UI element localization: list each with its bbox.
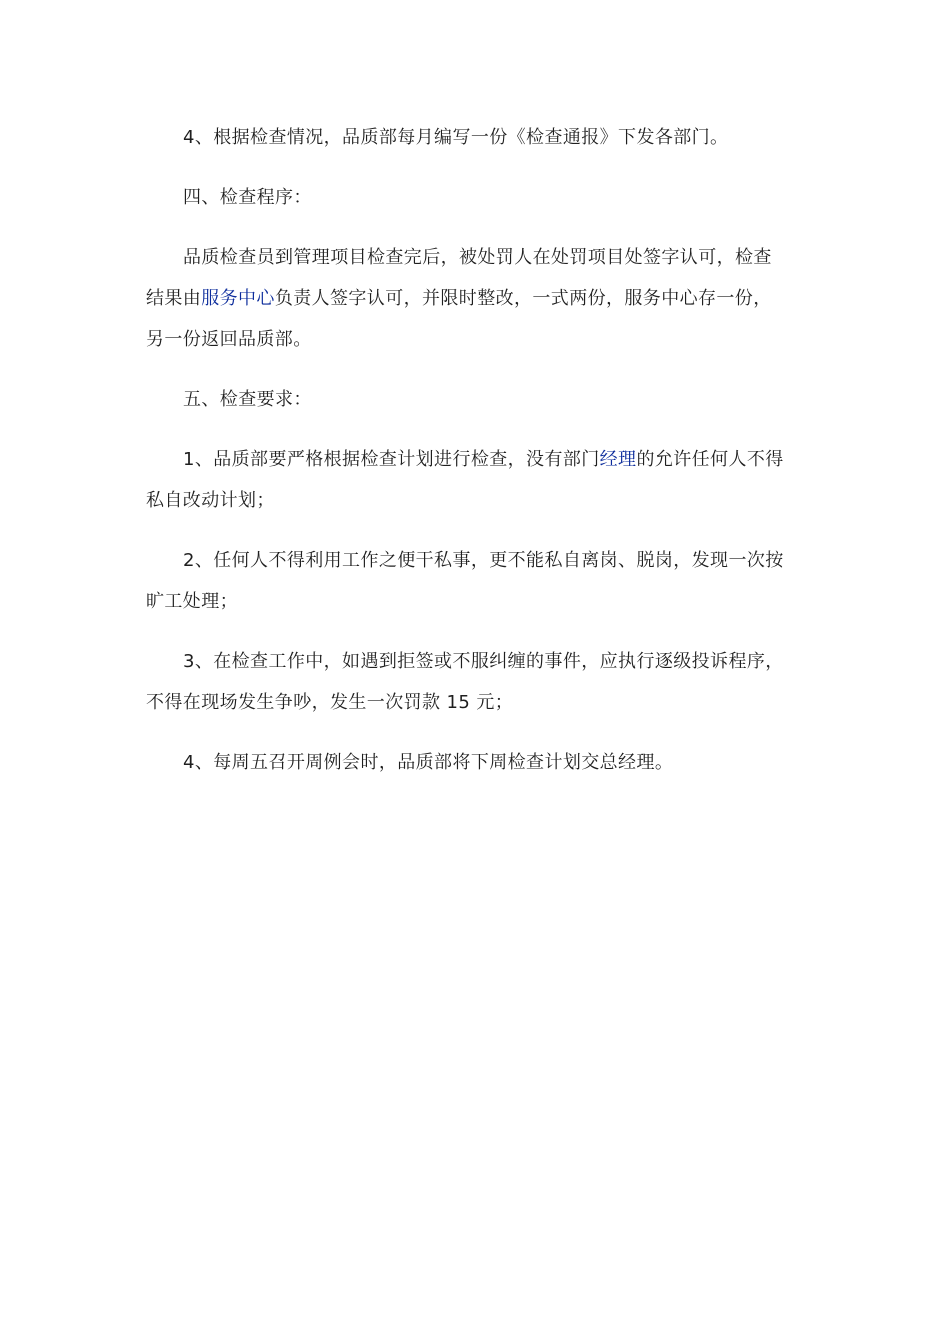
section-heading-procedure [0,186,950,210]
requirement-2-line-1 [0,549,950,573]
requirement-3-line-2 [0,691,950,715]
procedure-paragraph-line-3 [0,328,950,352]
section-heading-requirements [0,388,950,412]
requirement-1-line-1 [0,448,950,472]
paragraph-text: 4、每周五召开周例会时，品质部将下周检查计划交总经理。 [183,752,674,773]
paragraph-text: 私自改动计划； [146,490,275,511]
requirement-2-line-2 [0,590,950,614]
paragraph-text: 负责人签字认可，并限时整改，一式两份，服务中心存一份， [274,288,772,309]
requirement-3-line-1 [0,650,950,674]
paragraph-text: 4、根据检查情况，品质部每月编写一份《检查通报》下发各部门。 [183,127,729,148]
heading-text: 四、检查程序： [183,187,312,208]
procedure-paragraph-line-1 [0,246,950,270]
paragraph-text: 另一份返回品质部。 [146,329,312,350]
heading-text: 五、检查要求： [183,389,312,410]
paragraph-text: 不得在现场发生争吵，发生一次罚款 15 元； [146,692,514,713]
procedure-paragraph-line-2 [0,287,950,311]
requirement-4-line-1 [0,751,950,775]
requirement-1-line-2 [0,489,950,513]
paragraph-text: 旷工处理； [146,591,238,612]
paragraph-text: 3、在检查工作中，如遇到拒签或不服纠缠的事件，应执行逐级投诉程序， [183,651,784,672]
paragraph-inspection-report [0,126,950,150]
manager-link[interactable]: 经理 [599,449,637,470]
paragraph-text: 结果由 [146,288,202,309]
paragraph-text: 品质检查员到管理项目检查完后，被处罚人在处罚项目处签字认可，检查 [183,247,772,268]
paragraph-text: 2、任何人不得利用工作之便干私事，更不能私自离岗、脱岗，发现一次按 [183,550,784,571]
paragraph-text: 1、品质部要严格根据检查计划进行检查，没有部门 [183,449,600,470]
paragraph-text: 的允许任何人不得 [636,449,784,470]
service-center-link[interactable]: 服务中心 [201,288,275,309]
